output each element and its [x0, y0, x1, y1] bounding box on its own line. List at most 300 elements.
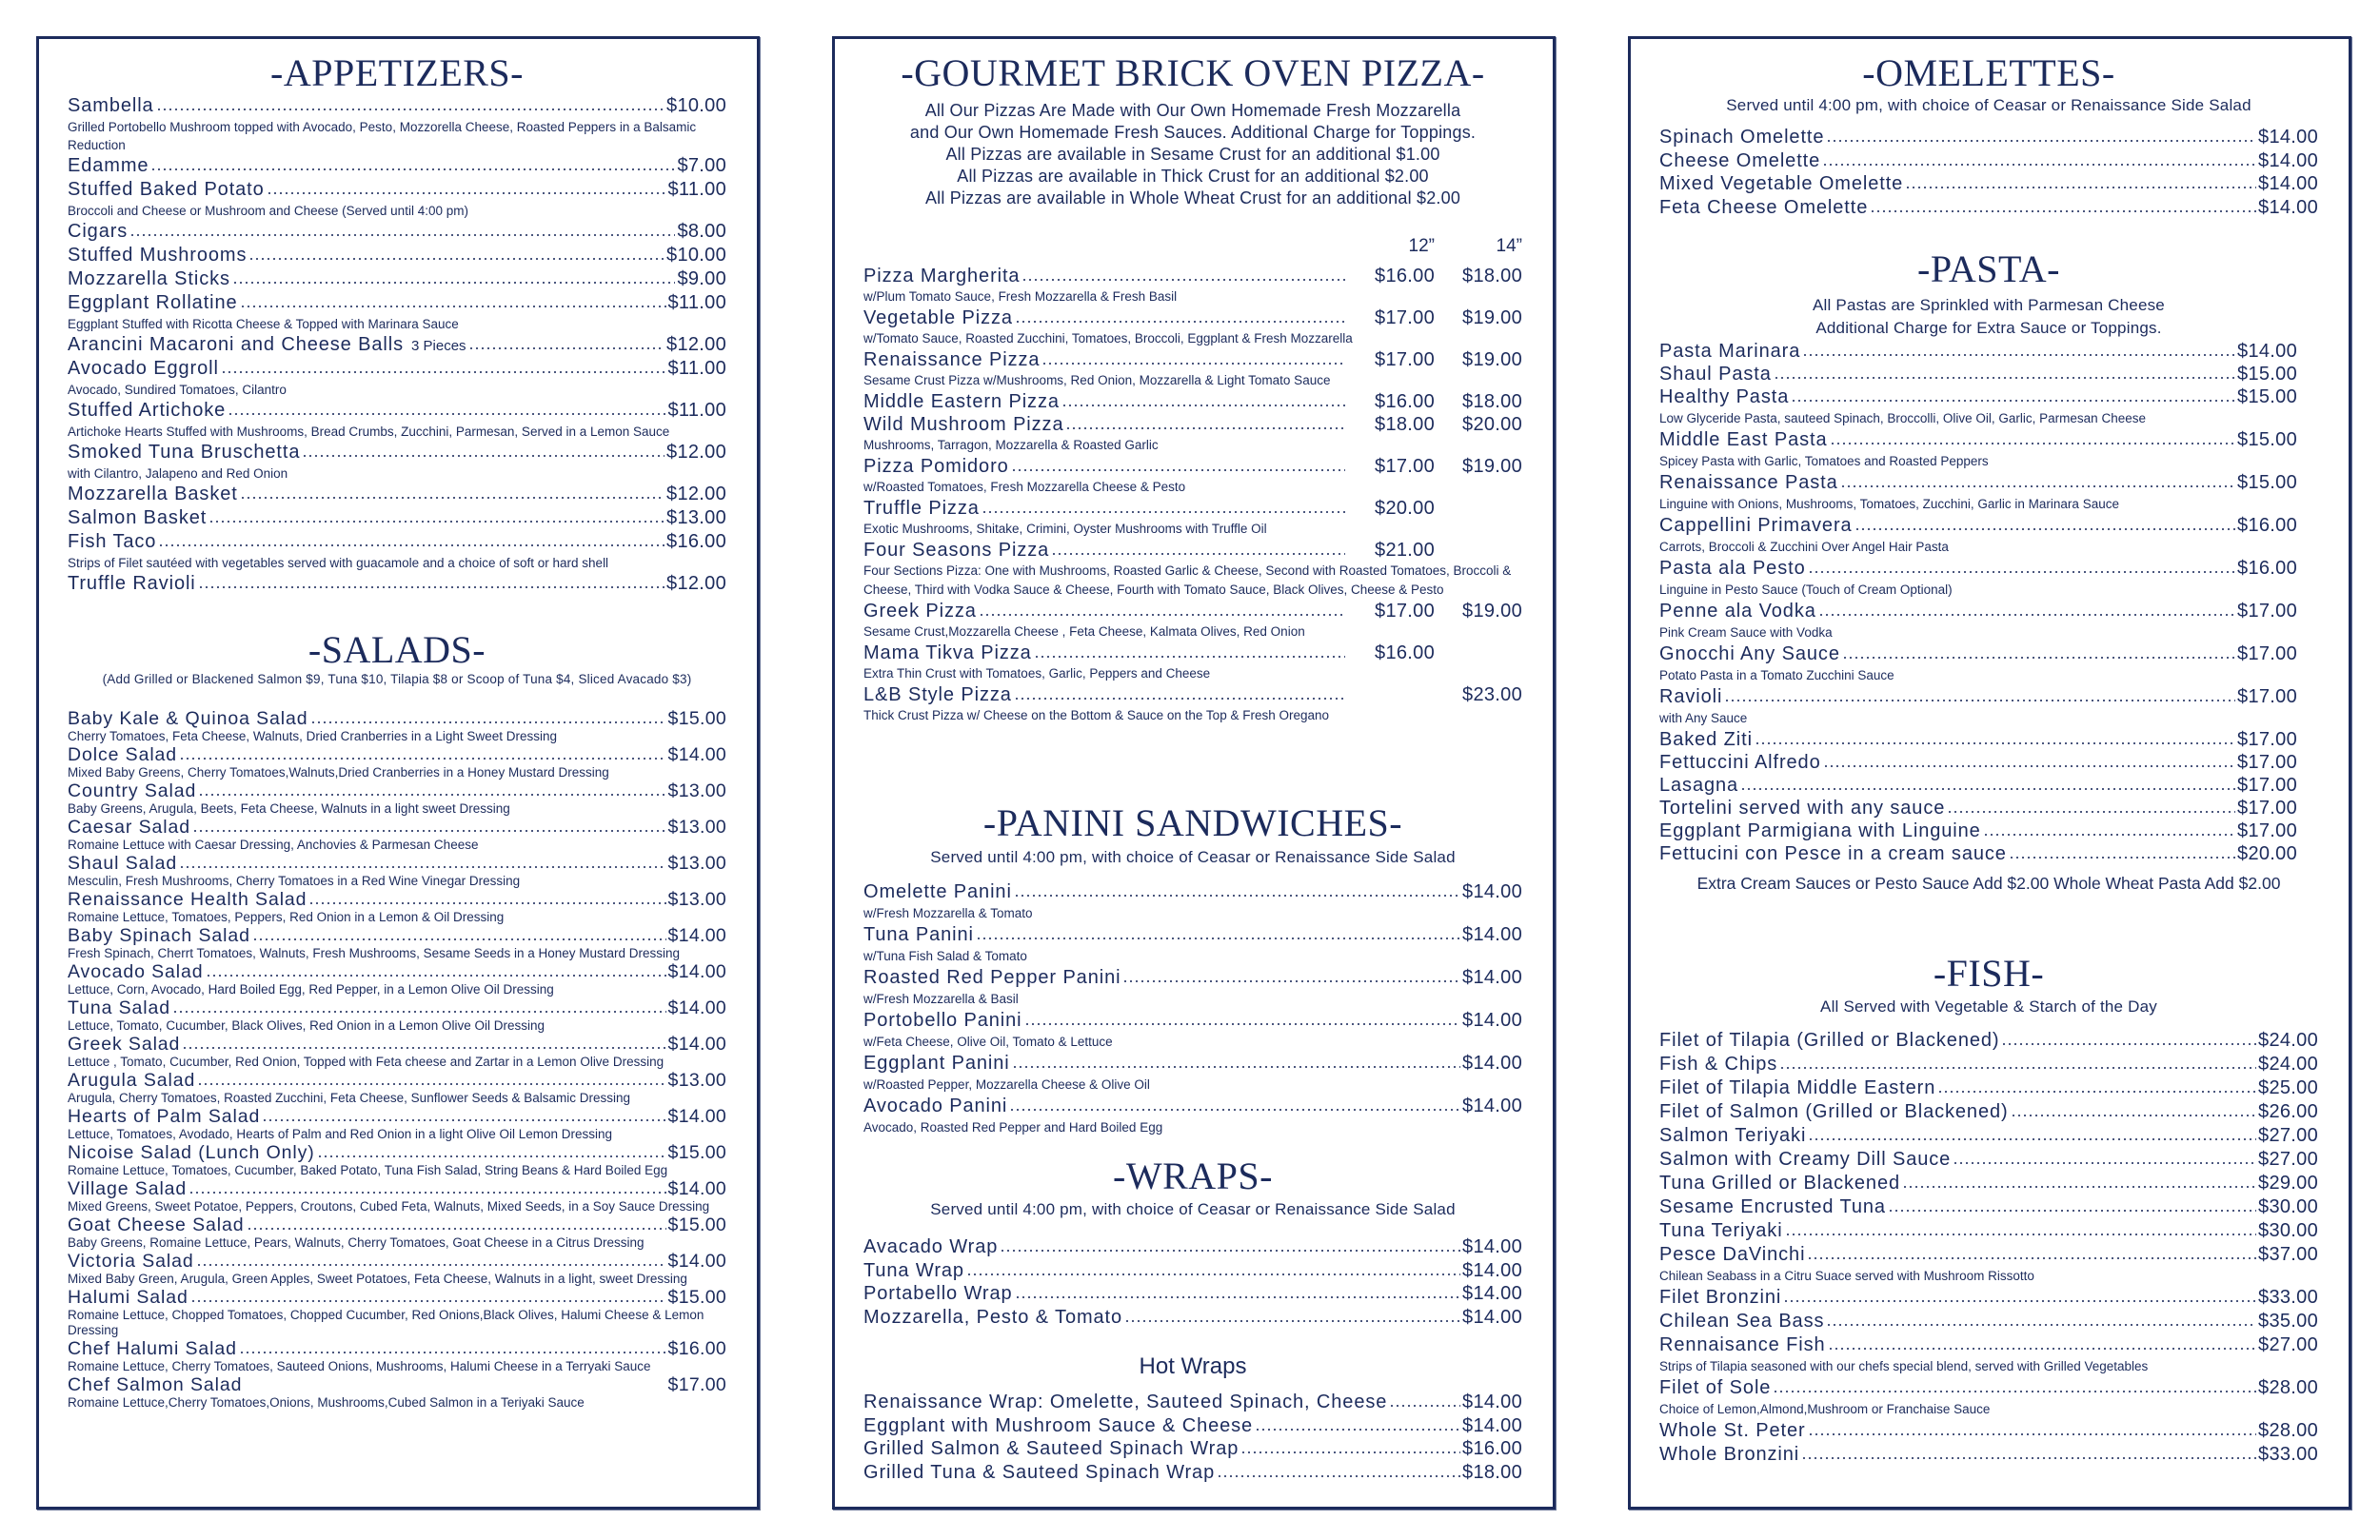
menu-item: [68, 780, 726, 817]
item-price: $18.00: [1462, 1461, 1522, 1483]
item-price: $17.00: [2237, 752, 2297, 773]
item-price: $8.00: [677, 221, 726, 242]
dot-leader: [1122, 979, 1460, 983]
menu-item: [1659, 685, 2297, 728]
item-name: Shaul Pasta: [1659, 364, 1772, 385]
dot-leader: [1773, 1390, 2256, 1393]
item-name: Greek Pizza: [863, 601, 977, 622]
menu-item-row: [863, 1282, 1522, 1306]
item-price-14in: $23.00: [1462, 684, 1522, 705]
item-name: Eggplant Rollatine: [68, 292, 238, 313]
menu-item-row: [1659, 149, 2318, 173]
dot-leader: [262, 1118, 665, 1122]
item-name: Mixed Vegetable Omelette: [1659, 173, 1904, 194]
section-title: -GOURMET BRICK OVEN PIZZA-: [901, 51, 1485, 94]
section-notes: [1659, 294, 2318, 340]
menu-item: [863, 265, 1522, 306]
menu-item-list: [863, 1391, 1522, 1484]
item-description: Strips of Tilapia seasoned with our chefs special blend, served with Grilled Vegetables: [1659, 1359, 2149, 1373]
menu-item-row: [863, 497, 1522, 520]
item-description: Linguine in Pesto Sauce (Touch of Cream Optional): [1659, 582, 1953, 597]
menu-item-row: [863, 306, 1522, 329]
dot-leader: [1724, 699, 2235, 702]
section-hotwraps: [863, 1354, 1522, 1484]
item-name: Eggplant Parmigiana with Linguine: [1659, 820, 1981, 841]
dot-leader: [1870, 209, 2256, 213]
item-price: $16.00: [666, 531, 726, 552]
dot-leader: [1830, 442, 2236, 445]
menu-item-row: [863, 1051, 1522, 1076]
section-title: -WRAPS-: [1113, 1155, 1273, 1197]
menu-item: [68, 333, 726, 357]
dot-leader: [1051, 552, 1345, 556]
item-price: $17.00: [2237, 775, 2297, 796]
item-description: Romaine Lettuce, Chopped Tomatoes, Chopped Cucumber, Red Onions,Black Olives, Halumi Cheese & Lemon Dressing: [68, 1308, 704, 1337]
item-price: $11.00: [667, 400, 726, 421]
item-name: Truffle Pizza: [863, 498, 980, 519]
menu-item-row: [68, 1106, 726, 1127]
item-name: Renaissance Wrap: Omelette, Sauteed Spinach, Cheese: [863, 1392, 1388, 1412]
dot-leader: [1905, 186, 2256, 189]
item-description: Strips of Filet sautéed with vegetables served with guacamole and a choice of soft or hard shell: [68, 556, 609, 570]
item-name: Tuna Salad: [68, 997, 171, 1018]
dot-leader: [1801, 1456, 2256, 1460]
menu-item-list: [1659, 1029, 2318, 1467]
item-price-12in: $17.00: [1375, 601, 1435, 622]
menu-item-row: [1659, 1310, 2318, 1333]
menu-item-row: [68, 357, 726, 381]
menu-item: [68, 94, 726, 154]
item-name: Salmon with Creamy Dill Sauce: [1659, 1149, 1952, 1170]
menu-item: [1659, 340, 2297, 363]
section-title: -PASTA-: [1917, 247, 2060, 290]
section-title: -FISH-: [1933, 952, 2045, 995]
dot-leader: [976, 937, 1460, 940]
item-price-12in: $17.00: [1375, 307, 1435, 328]
menu-item-row: [68, 1287, 726, 1308]
menu-item-row: [1659, 1029, 2318, 1053]
menu-item-row: [68, 1338, 726, 1359]
item-price: $14.00: [667, 961, 726, 982]
item-name: Chef Halumi Salad: [68, 1338, 237, 1359]
menu-item: [863, 306, 1522, 348]
section-wraps: [863, 1155, 1522, 1329]
section-note: All Pastas are Sprinkled with Parmesan Cheese: [1813, 296, 2165, 314]
item-name: Filet of Sole: [1659, 1377, 1772, 1398]
menu-item-row: [68, 744, 726, 765]
dot-leader: [158, 543, 664, 547]
item-name: Fish Taco: [68, 531, 157, 552]
dot-leader: [182, 1046, 665, 1050]
menu-panel-center: [832, 36, 1556, 1510]
menu-item-row: [68, 572, 726, 596]
dot-leader: [1015, 1295, 1460, 1299]
menu-item-row: [68, 1251, 726, 1272]
item-name: Renaissance Pizza: [863, 349, 1041, 370]
menu-item-list: [1659, 126, 2318, 219]
dot-leader: [1389, 1404, 1460, 1408]
dot-leader: [2011, 1114, 2256, 1117]
menu-item-row: [863, 600, 1522, 622]
menu-item-row: [68, 530, 726, 554]
dot-leader: [1808, 1432, 2256, 1436]
item-price: $37.00: [2258, 1244, 2318, 1265]
item-price-14in: $19.00: [1462, 349, 1522, 370]
item-price: $17.00: [667, 1374, 726, 1395]
menu-item-row: [1659, 557, 2297, 580]
item-description: Lettuce, Corn, Avocado, Hard Boiled Egg, Red Pepper, in a Lemon Olive Oil Dressing: [68, 982, 554, 997]
item-name: Arugula Salad: [68, 1070, 196, 1091]
menu-item-row: [1659, 774, 2297, 797]
menu-item-row: [68, 853, 726, 874]
item-name: Tuna Teriyaki: [1659, 1220, 1783, 1241]
dot-leader: [1818, 613, 2235, 617]
menu-item: [863, 1437, 1522, 1461]
item-name: Pesce DaVinchi: [1659, 1244, 1806, 1265]
menu-item-row: [68, 178, 726, 202]
item-price: $17.00: [2237, 686, 2297, 707]
item-description: Low Glyceride Pasta, sauteed Spinach, Broccolli, Olive Oil, Garlic, Parmesan Cheese: [1659, 411, 2146, 425]
dot-leader: [1826, 139, 2256, 143]
item-name: Halumi Salad: [68, 1287, 188, 1308]
menu-item-row: [1659, 1219, 2318, 1243]
item-price: $14.00: [1462, 881, 1522, 902]
item-description: Carrots, Broccoli & Zucchini Over Angel Hair Pasta: [1659, 540, 1949, 554]
item-name: Baby Spinach Salad: [68, 925, 250, 946]
dot-leader: [197, 1082, 665, 1086]
item-name: Sambella: [68, 95, 154, 116]
item-name: Smoked Tuna Bruschetta: [68, 442, 301, 463]
dot-leader: [982, 510, 1345, 514]
item-name: Goat Cheese Salad: [68, 1214, 245, 1235]
item-name: Tuna Wrap: [863, 1259, 964, 1281]
item-name: Avocado Panini: [863, 1096, 1008, 1116]
item-description: Arugula, Cherry Tomatoes, Roasted Zucchini, Feta Cheese, Sunflower Seeds & Balsamic Dressing: [68, 1091, 631, 1105]
section-notes: [1659, 96, 2318, 115]
menu-item: [68, 1338, 726, 1374]
item-name: Arancini Macaroni and Cheese Balls: [68, 334, 404, 355]
item-description: w/Plum Tomato Sauce, Fresh Mozzarella & Fresh Basil: [863, 289, 1178, 304]
item-name: Whole Bronzini: [1659, 1444, 1800, 1465]
item-price: $13.00: [667, 853, 726, 874]
item-price: $17.00: [2237, 820, 2297, 841]
item-name: Baby Kale & Quinoa Salad: [68, 708, 308, 729]
item-price: $14.00: [667, 925, 726, 946]
dot-leader: [179, 757, 666, 760]
menu-item-row: [863, 1461, 1522, 1485]
dot-leader: [228, 412, 665, 416]
item-description: Lettuce , Tomato, Cucumber, Red Onion, Topped with Feta cheese and Zartar in a Lemon Olive Dressing: [68, 1055, 664, 1069]
item-description: Extra Thin Crust with Tomatoes, Garlic, Peppers and Cheese: [863, 666, 1211, 681]
item-price: $12.00: [666, 573, 726, 594]
menu-item: [68, 817, 726, 853]
menu-item: [863, 497, 1522, 539]
item-name: Renaissance Health Salad: [68, 889, 307, 910]
menu-item-row: [1659, 363, 2297, 385]
item-price: $15.00: [2237, 364, 2297, 385]
menu-item: [1659, 1243, 2318, 1286]
item-note: 3 Pieces: [411, 338, 466, 354]
item-price: $9.00: [677, 268, 726, 289]
item-name: Lasagna: [1659, 775, 1739, 796]
menu-item: [68, 1214, 726, 1251]
menu-item: [1659, 1333, 2318, 1376]
menu-item-row: [1659, 385, 2297, 408]
dot-leader: [247, 1227, 666, 1231]
menu-panel-left: [36, 36, 760, 1510]
dot-leader: [979, 613, 1345, 617]
item-name: Cappellini Primavera: [1659, 515, 1853, 536]
menu-item-row: [863, 879, 1522, 904]
item-name: Omelette Panini: [863, 881, 1012, 902]
size-label: 12”: [1408, 236, 1435, 256]
item-description: Sesame Crust Pizza w/Mushrooms, Red Onion, Mozzarella & Light Tomato Sauce: [863, 373, 1331, 387]
item-name: Roasted Red Pepper Panini: [863, 967, 1121, 988]
section-note: Additional Charge for Extra Sauce or Toppings.: [1815, 319, 2162, 337]
item-description: Avocado, Roasted Red Pepper and Hard Boiled Egg: [863, 1120, 1163, 1135]
item-description: Baby Greens, Romaine Lettuce, Pears, Walnuts, Cherry Tomatoes, Goat Cheese in a Citrus Dressing: [68, 1235, 645, 1250]
menu-item: [68, 244, 726, 267]
menu-item-row: [1659, 1076, 2318, 1100]
item-description: Eggplant Stuffed with Ricotta Cheese & Topped with Marinara Sauce: [68, 317, 459, 331]
item-name: Salmon Basket: [68, 507, 208, 528]
menu-item: [68, 267, 726, 291]
item-price: $30.00: [2258, 1196, 2318, 1217]
item-description: Baby Greens, Arugula, Beets, Feta Cheese, Walnuts in a light sweet Dressing: [68, 801, 510, 816]
menu-item: [68, 572, 726, 596]
menu-item-row: [1659, 1243, 2318, 1267]
item-price: $10.00: [666, 245, 726, 266]
item-price-12in: $17.00: [1375, 349, 1435, 370]
menu-item: [863, 348, 1522, 390]
menu-item-row: [68, 1034, 726, 1055]
menu-item: [1659, 1029, 2318, 1053]
menu-item: [68, 889, 726, 925]
menu-item-row: [1659, 126, 2318, 149]
dot-leader: [1947, 810, 2235, 814]
menu-item-row: [68, 817, 726, 838]
item-price: $27.00: [2258, 1334, 2318, 1355]
item-price: $13.00: [667, 817, 726, 838]
menu-item: [1659, 1076, 2318, 1100]
dot-leader: [1953, 1161, 2256, 1165]
dot-leader: [1807, 1256, 2256, 1260]
dot-leader: [1755, 741, 2235, 745]
menu-item-row: [863, 390, 1522, 413]
dot-leader: [1983, 833, 2235, 837]
item-name: Fettuccini Alfredo: [1659, 752, 1821, 773]
menu-item: [863, 879, 1522, 922]
item-description: w/Fresh Mozzarella & Basil: [863, 992, 1019, 1006]
item-price: $14.00: [667, 997, 726, 1018]
dot-leader: [208, 520, 664, 523]
menu-item-row: [68, 94, 726, 118]
item-description: Fresh Spinach, Cherrt Tomatoes, Walnuts, Fresh Mushrooms, Sesame Seeds in a Honey Mustard Dressing: [68, 946, 681, 960]
section-note: Served until 4:00 pm, with choice of Ceasar or Renaissance Side Salad: [930, 1200, 1456, 1218]
item-name: Whole St. Peter: [1659, 1420, 1806, 1441]
menu-item-row: [863, 1437, 1522, 1461]
dot-leader: [1902, 1185, 2256, 1189]
item-description: Broccoli and Cheese or Mushroom and Cheese (Served until 4:00 pm): [68, 204, 468, 218]
item-description: Romaine Lettuce,Cherry Tomatoes,Onions, Mushrooms,Cubed Salmon in a Teriyaki Sauce: [68, 1395, 585, 1410]
item-description: Thick Crust Pizza w/ Cheese on the Bottom & Sauce on the Top & Fresh Oregano: [863, 708, 1329, 722]
item-name: Tuna Panini: [863, 924, 974, 945]
item-description: Mushrooms, Tarragon, Mozzarella & Roasted Garlic: [863, 438, 1159, 452]
menu-item-row: [863, 539, 1522, 562]
menu-item: [1659, 172, 2318, 196]
dot-leader: [2009, 856, 2235, 859]
item-name: Middle East Pasta: [1659, 429, 1828, 450]
dot-leader: [188, 1191, 665, 1194]
item-name: Filet Bronzini: [1659, 1287, 1782, 1308]
item-price: $30.00: [2258, 1220, 2318, 1241]
dot-leader: [302, 454, 664, 458]
menu-item: [863, 539, 1522, 600]
dot-leader: [1828, 1347, 2257, 1351]
menu-item: [68, 925, 726, 961]
menu-item-row: [863, 1391, 1522, 1414]
menu-item-row: [68, 220, 726, 244]
item-price: $15.00: [2237, 472, 2297, 493]
section-fish: [1659, 953, 2318, 1467]
section-salads: [68, 629, 726, 1411]
item-description: Romaine Lettuce, Cherry Tomatoes, Sauteed Onions, Mushrooms, Halumi Cheese in a Terryaki Sauce: [68, 1359, 651, 1373]
menu-item-row: [863, 922, 1522, 947]
item-name: Fettucini con Pesce in a cream sauce: [1659, 843, 2007, 864]
menu-item: [1659, 1419, 2318, 1443]
menu-item: [68, 1142, 726, 1178]
item-name: Filet of Tilapia (Grilled or Blackened): [1659, 1030, 2000, 1051]
menu-item: [68, 178, 726, 220]
menu-item-row: [1659, 1124, 2318, 1148]
item-name: Vegetable Pizza: [863, 307, 1013, 328]
menu-item-row: [863, 413, 1522, 436]
menu-item-row: [863, 642, 1522, 664]
menu-item-row: [68, 1374, 726, 1395]
menu-item: [1659, 1148, 2318, 1172]
item-price: $11.00: [667, 179, 726, 200]
item-price: $14.00: [1462, 1236, 1522, 1257]
section-note: and Our Own Homemade Fresh Sauces. Additional Charge for Toppings.: [909, 123, 1477, 142]
dot-leader: [1779, 1066, 2256, 1070]
menu-item: [1659, 196, 2318, 220]
dot-leader: [252, 938, 666, 941]
item-name: Chilean Sea Bass: [1659, 1311, 1825, 1332]
menu-item: [863, 1306, 1522, 1330]
section-note: All Served with Vegetable & Starch of the Day: [1820, 997, 2157, 1016]
menu-item-row: [1659, 797, 2297, 819]
menu-item-row: [1659, 1376, 2318, 1400]
menu-item: [68, 1178, 726, 1214]
item-description: Grilled Portobello Mushroom topped with Avocado, Pesto, Mozzorella Cheese, Roasted Peppers in a Balsamic Reduction: [68, 120, 697, 152]
menu-item: [1659, 1172, 2318, 1195]
dot-leader: [1061, 404, 1345, 407]
dot-leader: [1041, 362, 1345, 365]
section-notes: [1659, 997, 2318, 1017]
item-name: Pizza Pomidoro: [863, 456, 1009, 477]
item-price: $28.00: [2258, 1420, 2318, 1441]
item-price: $17.00: [2237, 643, 2297, 664]
menu-item-row: [68, 333, 726, 357]
dot-leader: [1034, 655, 1345, 659]
dot-leader: [1822, 163, 2256, 167]
section-notes: [863, 1200, 1522, 1219]
item-price: $14.00: [2258, 149, 2318, 171]
item-name: Ravioli: [1659, 686, 1723, 707]
menu-item-row: [1659, 1286, 2318, 1310]
item-price: $14.00: [1462, 1259, 1522, 1281]
menu-item-row: [1659, 1419, 2318, 1443]
menu-item: [68, 483, 726, 506]
item-description: w/Roasted Tomatoes, Fresh Mozzarella Cheese & Pesto: [863, 480, 1186, 494]
menu-item: [863, 1008, 1522, 1051]
menu-item: [68, 961, 726, 997]
item-name: Truffle Ravioli: [68, 573, 196, 594]
dot-leader: [1240, 1451, 1460, 1454]
dot-leader: [129, 233, 675, 237]
item-price: $33.00: [2258, 1444, 2318, 1465]
menu-item-list: [1659, 340, 2297, 865]
item-description: Cherry Tomatoes, Feta Cheese, Walnuts, Dried Cranberries in a Light Sweet Dressing: [68, 729, 557, 743]
dot-leader: [206, 974, 666, 977]
item-name: Pasta Marinara: [1659, 341, 1801, 362]
menu-item: [1659, 1310, 2318, 1333]
menu-item-row: [1659, 471, 2297, 494]
menu-item: [68, 853, 726, 889]
item-name: Stuffed Artichoke: [68, 400, 227, 421]
dot-leader: [198, 793, 665, 797]
menu-item: [68, 708, 726, 744]
item-price-12in: $16.00: [1375, 642, 1435, 663]
dot-leader: [1014, 697, 1345, 701]
dot-leader: [190, 1299, 666, 1303]
item-price: $14.00: [1462, 1414, 1522, 1436]
dot-leader: [966, 1273, 1460, 1276]
item-price: $17.00: [2237, 729, 2297, 750]
menu-item: [1659, 819, 2297, 842]
menu-item: [863, 965, 1522, 1008]
menu-item-row: [68, 1178, 726, 1199]
menu-item: [68, 1034, 726, 1070]
item-description: Mesculin, Fresh Mushrooms, Cherry Tomatoes in a Red Wine Vinegar Dressing: [68, 874, 521, 888]
item-price: $16.00: [2237, 558, 2297, 579]
item-name: Rennaisance Fish: [1659, 1334, 1826, 1355]
item-price: $16.00: [667, 1338, 726, 1359]
menu-item-row: [68, 483, 726, 506]
menu-item: [863, 683, 1522, 725]
dot-leader: [468, 346, 664, 350]
item-name: Stuffed Mushrooms: [68, 245, 248, 266]
item-price-14in: $19.00: [1462, 456, 1522, 477]
section-subtitle: Hot Wraps: [1139, 1353, 1247, 1379]
dot-leader: [1937, 1090, 2256, 1094]
menu-item: [68, 220, 726, 244]
item-price: $14.00: [2258, 196, 2318, 218]
item-name: Dolce Salad: [68, 744, 178, 765]
menu-item-row: [1659, 642, 2297, 665]
item-price-14in: $19.00: [1462, 601, 1522, 622]
item-description: Romaine Lettuce, Tomatoes, Cucumber, Baked Potato, Tuna Fish Salad, String Beans & Hard Boiled Egg: [68, 1163, 668, 1177]
item-price-14in: $18.00: [1462, 266, 1522, 286]
item-name: Feta Cheese Omelette: [1659, 196, 1869, 218]
item-price: $14.00: [667, 744, 726, 765]
menu-item-row: [863, 265, 1522, 287]
item-price: $13.00: [666, 507, 726, 528]
dot-leader: [1823, 764, 2235, 768]
item-name: Portobello Panini: [863, 1010, 1022, 1031]
item-name: Eggplant Panini: [863, 1053, 1010, 1074]
item-name: Avocado Salad: [68, 961, 204, 982]
